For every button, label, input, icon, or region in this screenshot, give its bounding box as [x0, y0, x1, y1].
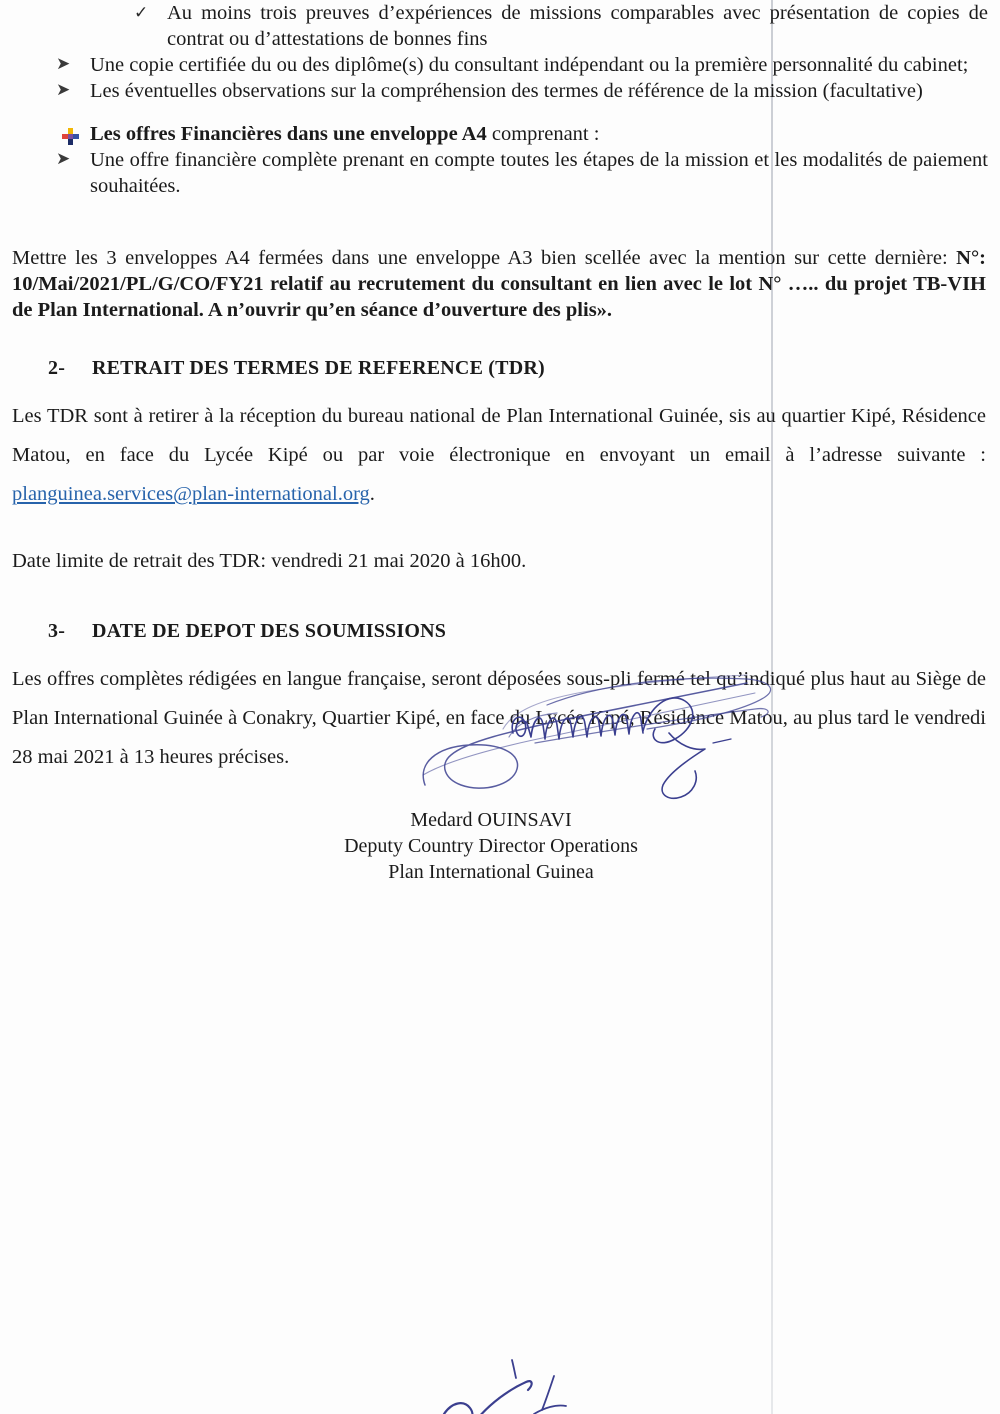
signer-organization: Plan International Guinea — [388, 861, 594, 883]
tdr-deadline-line: Date limite de retrait des TDR: vendredi 21 mai 2020 à 16h00. — [12, 550, 527, 572]
partial-signature-mark — [430, 1348, 650, 1414]
list-item — [12, 147, 990, 199]
section-heading-3 — [12, 620, 990, 643]
spacer — [12, 380, 990, 397]
email-link[interactable]: planguinea.services@plan-international.org — [12, 483, 370, 505]
list-item — [12, 78, 990, 104]
spacer — [12, 514, 990, 548]
financial-offers-heading — [12, 121, 990, 147]
list-item — [12, 52, 990, 78]
tdr-paragraph-trailing: . — [369, 483, 375, 505]
submission-date-paragraph: Les offres complètes rédigées en langue française, seront déposées sous-pli fermé tel qu’indiqué plus haut au Siège de Plan International Guinée à Conakry, Quartier Kipé, en face du Lycée Kipé, Résidence Matou, au plus tard le vendredi 28 mai 2021 à 13 heures précises. — [12, 668, 986, 768]
arrowhead-icon: ➤ — [56, 54, 71, 73]
colored-cross-icon — [62, 126, 79, 143]
envelope-reference-bold-text: N°: 10/Mai/2021/PL/G/CO/FY21 relatif au recrutement du consultant en lien avec le lot N° ….. du projet TB-VIH de Plan International. A n’ouvrir qu’en séance d’ouverture des plis». — [12, 247, 986, 321]
arrowhead-icon: ➤ — [56, 80, 71, 99]
list-item-text: Les éventuelles observations sur la compréhension des termes de référence de la mission (facultative) — [90, 80, 923, 102]
section-heading-2 — [12, 357, 990, 380]
section-number: 3- — [48, 620, 66, 642]
signer-name: Medard OUINSAVI — [410, 809, 572, 831]
list-item-text: Au moins trois preuves d’expériences de missions comparables avec présentation de copies de contrat ou d’attestations de bonnes fins — [167, 2, 988, 50]
envelope-instruction-paragraph — [12, 245, 990, 323]
spacer — [12, 643, 990, 660]
list-item-text: Une offre financière complète prenant en compte toutes les étapes de la mission et les modalités de paiement souhaitées. — [90, 149, 988, 197]
signature-area — [12, 681, 990, 883]
spacer — [12, 574, 990, 620]
financial-offers-bold-text: Les offres Financières dans une enveloppe A4 — [90, 123, 487, 145]
financial-offers-trailing-text: comprenant : — [486, 123, 600, 145]
arrowhead-icon: ➤ — [56, 149, 71, 168]
list-item-text: Une copie certifiée du ou des diplôme(s) du consultant indépendant ou la première personnalité du cabinet; — [90, 54, 969, 76]
section-title: DATE DE DEPOT DES SOUMISSIONS — [92, 620, 447, 642]
tdr-paragraph-text: Les TDR sont à retirer à la réception du bureau national de Plan International Guinée, sis au quartier Kipé, Résidence Matou, en face du Lycée Kipé ou par voie électronique en envoyant un email à l’adresse suivante : — [12, 405, 986, 466]
handwritten-signature — [417, 667, 817, 807]
spacer — [12, 104, 990, 121]
envelope-lead-text: Mettre les 3 enveloppes A4 fermées dans une enveloppe A3 bien scellée avec la mention sur cette dernière: — [12, 247, 957, 269]
spacer — [12, 199, 990, 245]
section-title: RETRAIT DES TERMES DE REFERENCE (TDR) — [92, 357, 545, 379]
spacer — [12, 323, 990, 357]
check-icon: ✓ — [134, 3, 149, 22]
list-item — [12, 0, 990, 52]
requirements-bullet-list — [12, 0, 990, 104]
section-number: 2- — [48, 357, 66, 379]
tdr-withdrawal-paragraph — [12, 397, 990, 514]
signer-title: Deputy Country Director Operations — [344, 835, 638, 857]
financial-offers-list — [12, 121, 990, 199]
